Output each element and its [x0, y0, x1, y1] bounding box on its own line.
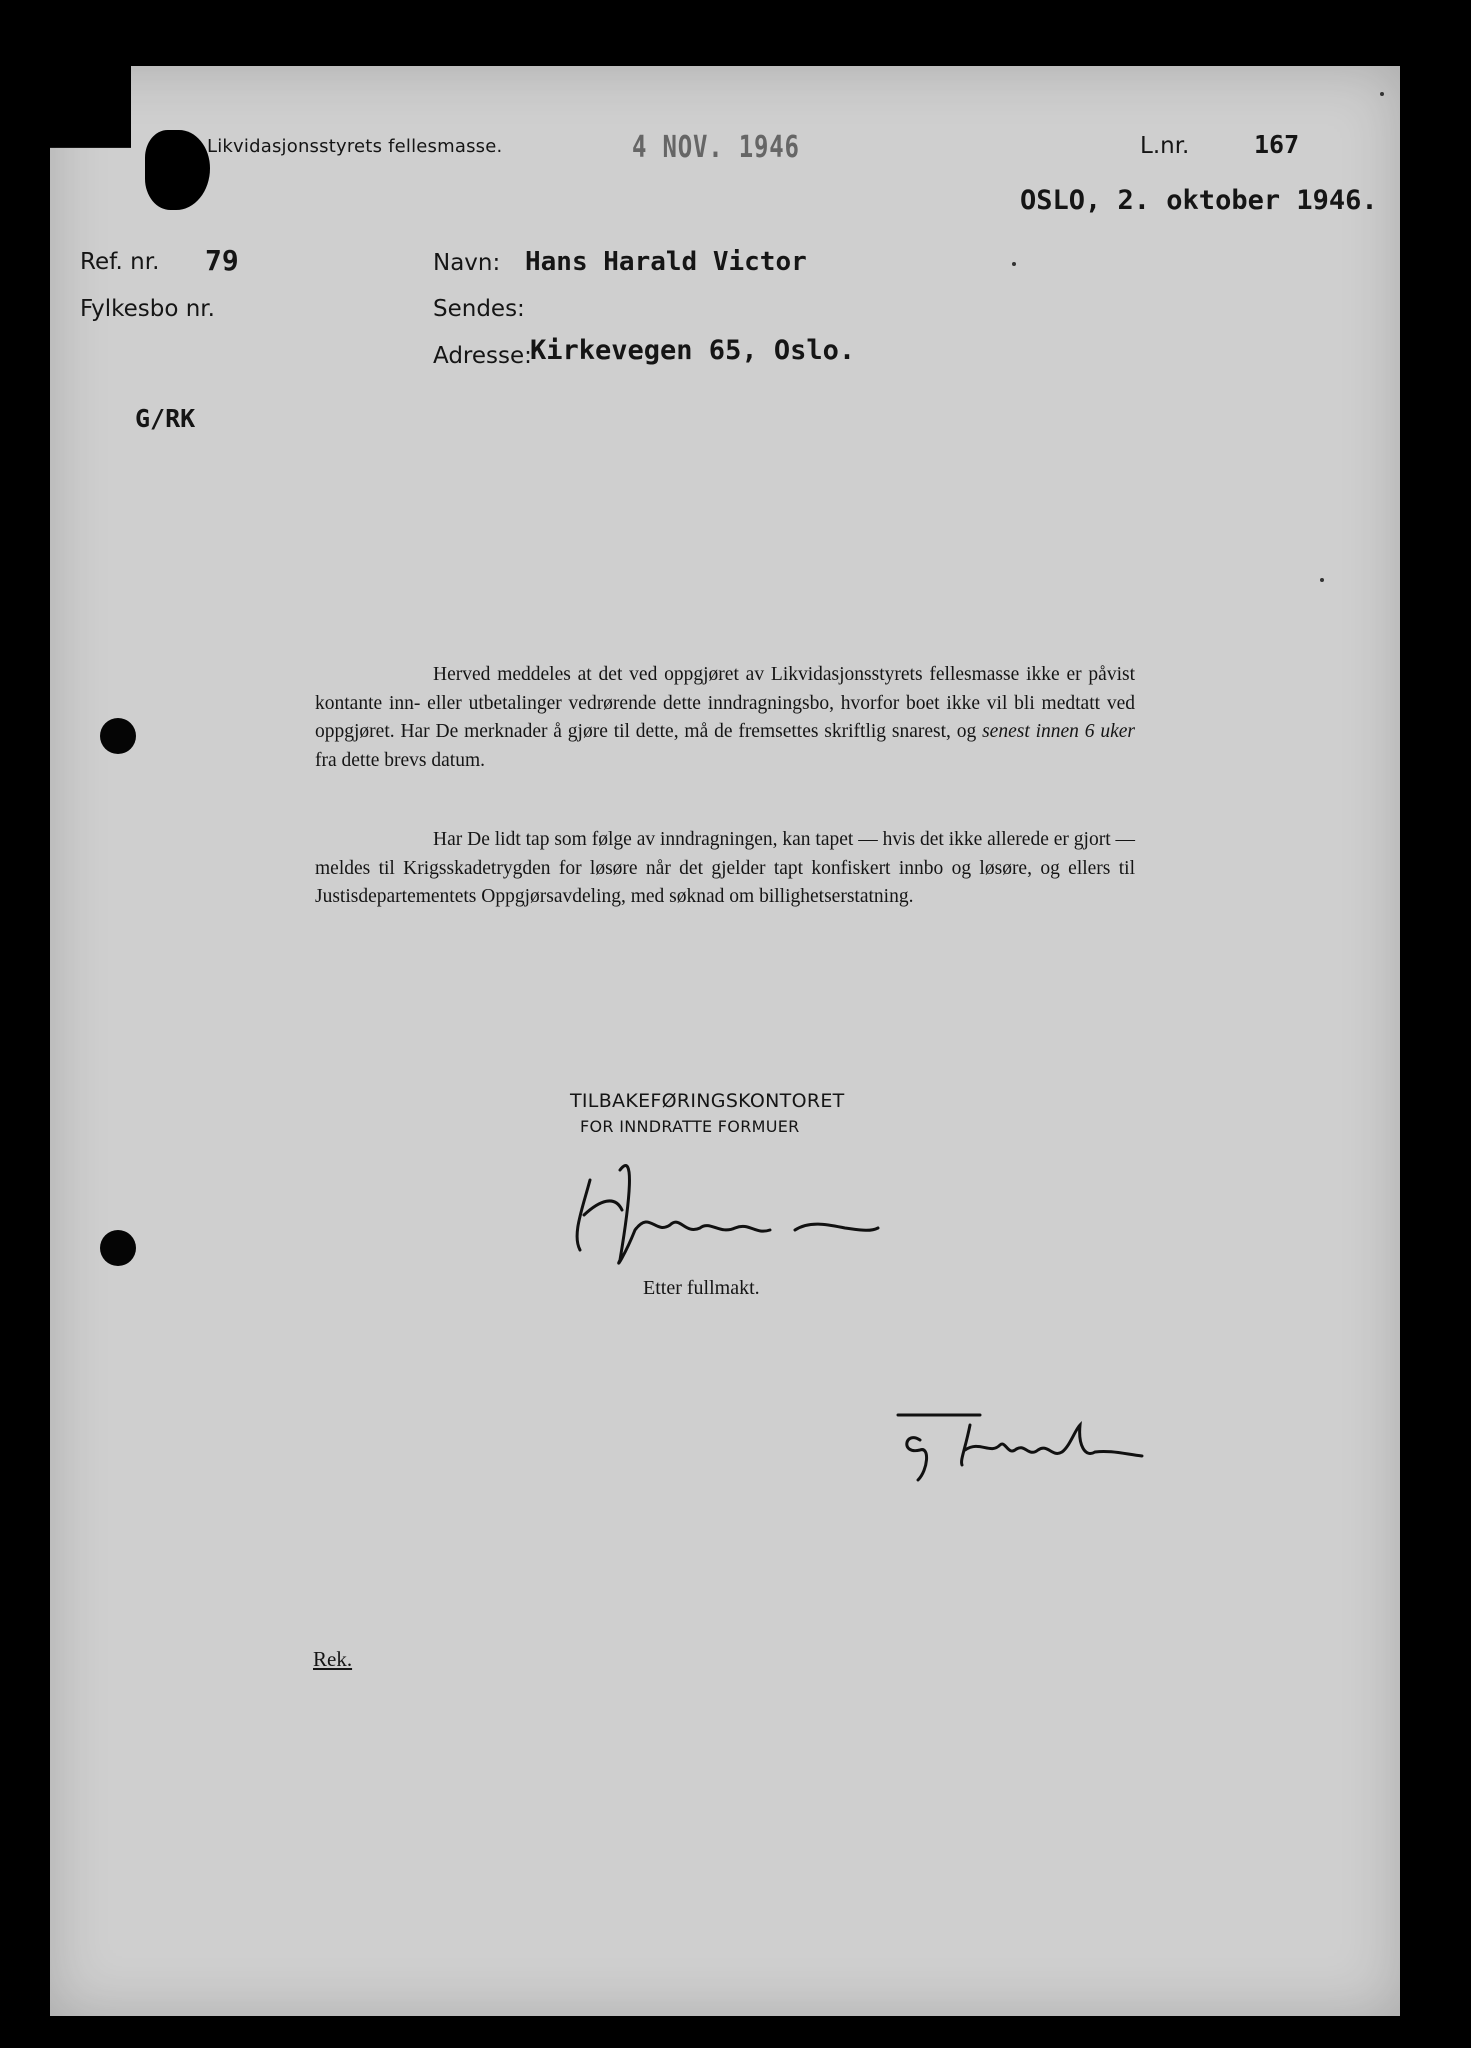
p1-emphasis: senest innen 6 uker: [982, 721, 1135, 742]
name-label: Navn:: [433, 250, 501, 276]
fylkesbo-label: Fylkesbo nr.: [80, 296, 215, 322]
paper-speck: [1320, 578, 1324, 582]
paper-speck: [1012, 262, 1016, 266]
ref-number-value: 79: [205, 244, 239, 277]
reference-code: G/RK: [135, 404, 196, 433]
paper-speck: [1380, 92, 1384, 96]
punch-hole-bottom: [100, 1230, 136, 1266]
p2-text: Har De lidt tap som følge av inndragningen, kan tapet — hvis det ikke allerede er gjort — meldes til Krigsskadetrygden for løsøre når det gjelder tapt konfiskert innbo og løsøre, og ellers til Justisdepartementets Oppgjørsavdeling, med søknad om billighetserstatning.: [315, 829, 1135, 907]
p1-text-a: Herved meddeles at det ved oppgjøret av Likvidasjonsstyrets fellesmasse ikke er påvist kontante inn- eller utbetalinger vedrørende dette inndragningsbo, hvorfor boet ikke vil bli medtatt ved oppgjøret. Har De merknader å gjøre til dette, må de fremsettes skriftlig snarest, og: [315, 664, 1135, 742]
sendes-label: Sendes:: [433, 296, 525, 322]
authority-note: Etter fullmakt.: [643, 1277, 760, 1299]
received-stamp: 4 NOV. 1946: [632, 130, 800, 165]
signature-amundsen: [560, 1140, 890, 1280]
letter-number-label: L.nr.: [1140, 133, 1190, 159]
rek-note: Rek.: [313, 1647, 353, 1671]
ref-number-label: Ref. nr.: [80, 249, 160, 275]
name-value: Hans Harald Victor: [525, 247, 807, 277]
organization-header: Likvidasjonsstyrets fellesmasse.: [207, 136, 503, 157]
letter-date: OSLO, 2. oktober 1946.: [1020, 185, 1378, 216]
punch-hole-top: [100, 718, 136, 754]
office-name-line1: TILBAKEFØRINGSKONTORET: [570, 1090, 845, 1112]
address-label: Adresse:: [433, 343, 532, 369]
body-paragraph-1: [315, 661, 1135, 775]
address-value: Kirkevegen 65, Oslo.: [530, 335, 856, 366]
letter-number-value: 167: [1254, 130, 1300, 159]
office-name-line2: FOR INNDRATTE FORMUER: [580, 1117, 800, 1136]
signature-kirkerud: [890, 1410, 1150, 1485]
p1-text-b: fra dette brevs datum.: [315, 749, 486, 771]
body-paragraph-2: [315, 826, 1135, 912]
